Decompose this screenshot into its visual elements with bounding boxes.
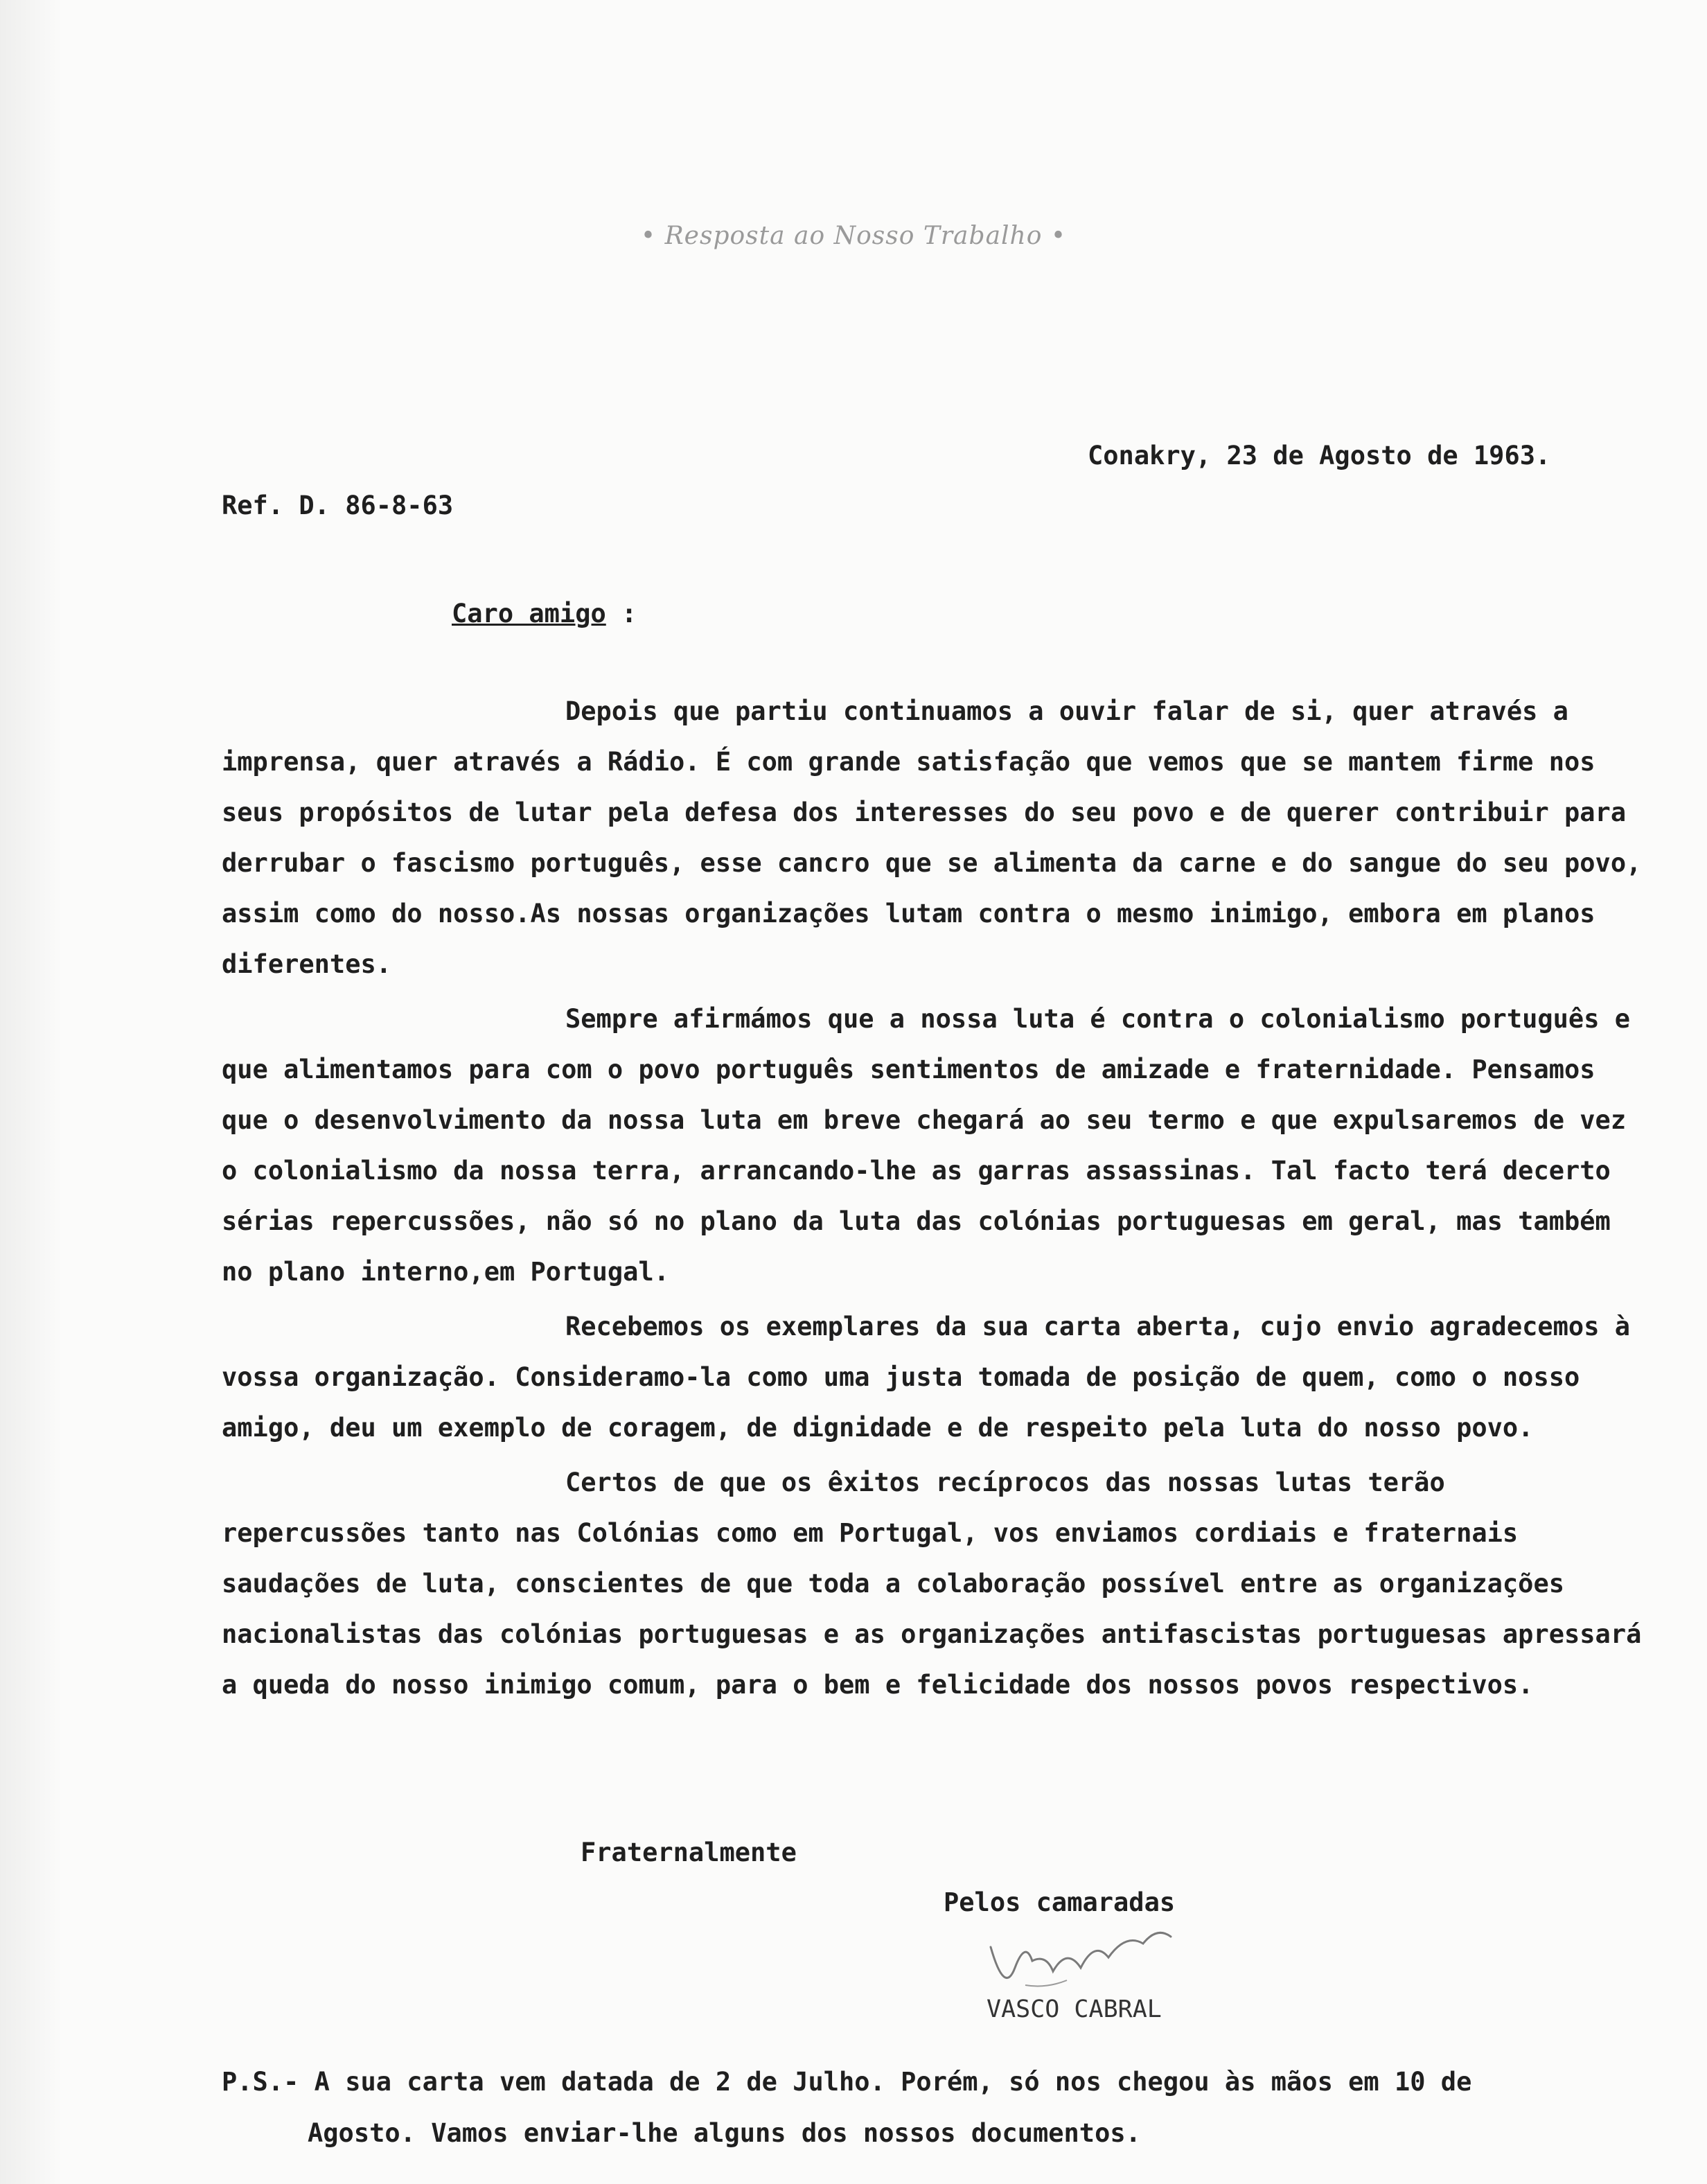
paragraph-text: Recebemos os exemplares da sua carta aberta, cujo envio agradecemos à vossa organização. Consideramo-la como uma justa tomada de posição de quem, como o nosso amigo, deu um exemplo de coragem, de dignidade e de respeito pela luta do nosso povo.: [222, 1312, 1631, 1443]
salutation-colon: :: [621, 599, 637, 628]
paragraph: [222, 686, 1642, 989]
signer-name: VASCO CABRAL: [987, 1996, 1162, 2023]
paragraph-text: Certos de que os êxitos recíprocos das nossas lutas terão repercussões tanto nas Colónias como em Portugal, vos enviamos cordiais e fraternais saudações de luta, conscientes de que toda a colaboração possível entre as organizações nacionalistas das colónias portuguesas e as organizações antifascistas portuguesas apressará a queda do nosso inimigo comum, para o bem e felicidade dos nossos povos respectivos.: [222, 1468, 1642, 1700]
salutation-text: Caro amigo: [452, 599, 606, 628]
postscript: [222, 2057, 1573, 2159]
postscript-line-1: P.S.- A sua carta vem datada de 2 de Julho. Porém, só nos chegou às mãos em 10 de: [222, 2067, 1472, 2097]
letter-body: [222, 686, 1642, 1714]
place-and-date: Conakry, 23 de Agosto de 1963.: [1088, 441, 1551, 470]
signature: [984, 1919, 1178, 2002]
paragraph: [222, 1457, 1642, 1710]
reference-number: Ref. D. 86-8-63: [222, 491, 454, 520]
salutation: [452, 599, 637, 628]
postscript-line-2: Agosto. Vamos enviar-lhe alguns dos nossos documentos.: [308, 2118, 1141, 2148]
paragraph: [222, 994, 1642, 1297]
closing: Fraternalmente: [581, 1838, 797, 1867]
paragraph: [222, 1301, 1642, 1453]
paragraph-text: Sempre afirmámos que a nossa luta é contra o colonialismo português e que alimentamos para com o povo português sentimentos de amizade e fraternidade. Pensamos que o desenvolvimento da nossa luta em breve chegará ao seu termo e que expulsaremos de vez o colonialismo da nossa terra, arrancando-lhe as garras assassinas. Tal facto terá decerto sérias repercussões, não só no plano da luta das colónias portuguesas em geral, mas também no plano interno,em Portugal.: [222, 1004, 1631, 1287]
handwritten-note: • Resposta ao Nosso Trabalho •: [640, 222, 1067, 250]
paragraph-text: Depois que partiu continuamos a ouvir falar de si, quer através a imprensa, quer através a Rádio. É com grande satisfação que vemos que se mantem firme nos seus propósitos de lutar pela defesa dos interesses do seu povo e de querer contribuir para derrubar o fascismo português, esse cancro que se alimenta da carne e do sangue do seu povo, assim como do nosso.As nossas organizações lutam contra o mesmo inimigo, embora em planos diferentes.: [222, 696, 1642, 979]
signoff: Pelos camaradas: [944, 1887, 1176, 1917]
scan-edge-shadow: [0, 0, 62, 2184]
